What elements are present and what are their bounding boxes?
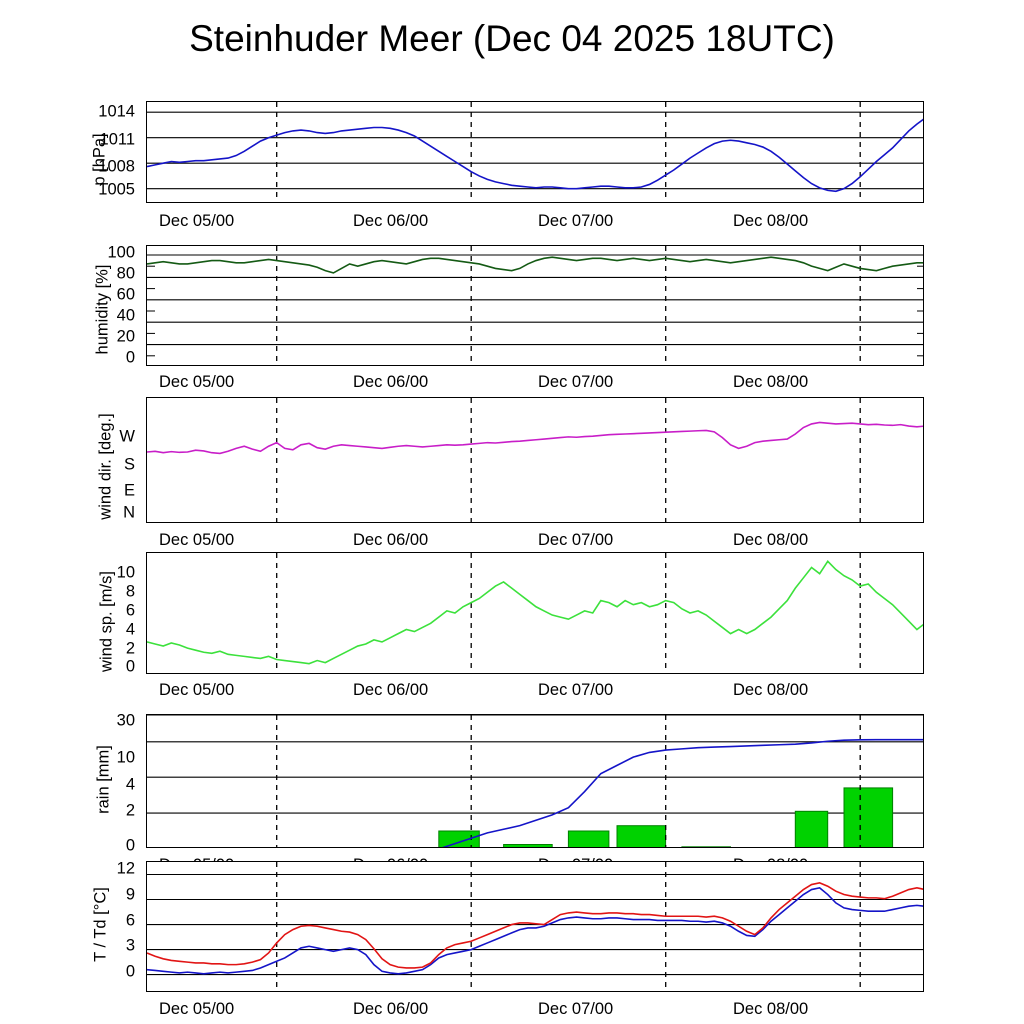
ytick-humidity-40: 40 [116,306,135,325]
axis-label-wind-direction: wind dir. [deg.] [96,413,115,520]
plot-humidity-svg [147,246,924,366]
ytick-humidity-100: 100 [107,243,135,262]
xtick-temp-0: Dec 05/00 [159,1000,235,1018]
ytick-rain-30: 30 [116,711,135,730]
plot-pressure [146,101,924,203]
ytick-pressure-1011: 1011 [99,130,135,149]
xtick-pressure-2: Dec 07/00 [538,212,614,230]
xtick-humidity-2: Dec 07/00 [538,373,614,391]
xtick-temp-1: Dec 06/00 [353,1000,429,1018]
xtick-winddir-3: Dec 08/00 [733,531,809,549]
plot-humidity [146,245,924,366]
ytick-pressure-1005: 1005 [98,180,135,199]
ytick-temp-12: 12 [116,859,135,878]
xtick-temp-3: Dec 08/00 [733,1000,809,1018]
ytick-windsp-10: 10 [116,563,135,582]
axis-label-wind-speed: wind sp. [m/s] [97,571,116,672]
ytick-winddir-W: W [119,427,135,446]
ytick-humidity-20: 20 [116,327,135,346]
xtick-humidity-1: Dec 06/00 [353,373,429,391]
plot-temperature [146,861,924,992]
plot-wind-speed [146,552,924,674]
xtick-windsp-0: Dec 05/00 [159,681,235,699]
xtick-pressure-0: Dec 05/00 [159,212,235,230]
ytick-windsp-2: 2 [125,639,135,658]
plot-pressure-svg [147,102,924,203]
ytick-humidity-60: 60 [116,285,135,304]
xtick-humidity-3: Dec 08/00 [733,373,809,391]
xtick-winddir-0: Dec 05/00 [159,531,235,549]
xtick-windsp-2: Dec 07/00 [538,681,614,699]
ytick-humidity-0: 0 [125,348,135,367]
ytick-winddir-E: E [123,481,135,500]
page-title: Steinhuder Meer (Dec 04 2025 18UTC) [189,18,835,59]
ytick-windsp-8: 8 [125,582,135,601]
plot-rain [146,714,924,848]
ytick-temp-3: 3 [125,936,135,955]
ytick-windsp-6: 6 [125,601,135,620]
axis-label-rain: rain [mm] [94,745,113,814]
ytick-temp-9: 9 [125,885,135,904]
xtick-windsp-1: Dec 06/00 [353,681,429,699]
xtick-pressure-3: Dec 08/00 [733,212,809,230]
axis-label-humidity: humidity [%] [93,264,112,355]
ytick-rain-10: 10 [116,748,135,767]
xtick-winddir-1: Dec 06/00 [353,531,429,549]
ytick-rain-0: 0 [125,836,135,855]
xtick-temp-2: Dec 07/00 [538,1000,614,1018]
plot-temperature-svg [147,862,924,992]
ytick-winddir-S: S [123,455,135,474]
xtick-humidity-0: Dec 05/00 [159,373,235,391]
ytick-pressure-1014: 1014 [98,102,135,121]
ytick-humidity-80: 80 [116,264,135,283]
axis-label-temperature: T / Td [°C] [91,887,110,962]
ytick-rain-4: 4 [125,775,135,794]
plot-wind-direction-svg [147,398,924,523]
ytick-winddir-N: N [123,503,135,522]
ytick-pressure-1008: 1008 [98,157,135,176]
ytick-windsp-0: 0 [125,657,135,676]
ytick-temp-0: 0 [125,962,135,981]
ytick-windsp-4: 4 [125,620,135,639]
plot-wind-direction [146,397,924,523]
xtick-pressure-1: Dec 06/00 [353,212,429,230]
xtick-winddir-2: Dec 07/00 [538,531,614,549]
ytick-temp-6: 6 [125,911,135,930]
xtick-windsp-3: Dec 08/00 [733,681,809,699]
ytick-rain-2: 2 [125,801,135,820]
axis-label-pressure: p [hPa] [90,133,109,186]
plot-wind-speed-svg [147,553,924,674]
plot-rain-svg [147,715,924,848]
